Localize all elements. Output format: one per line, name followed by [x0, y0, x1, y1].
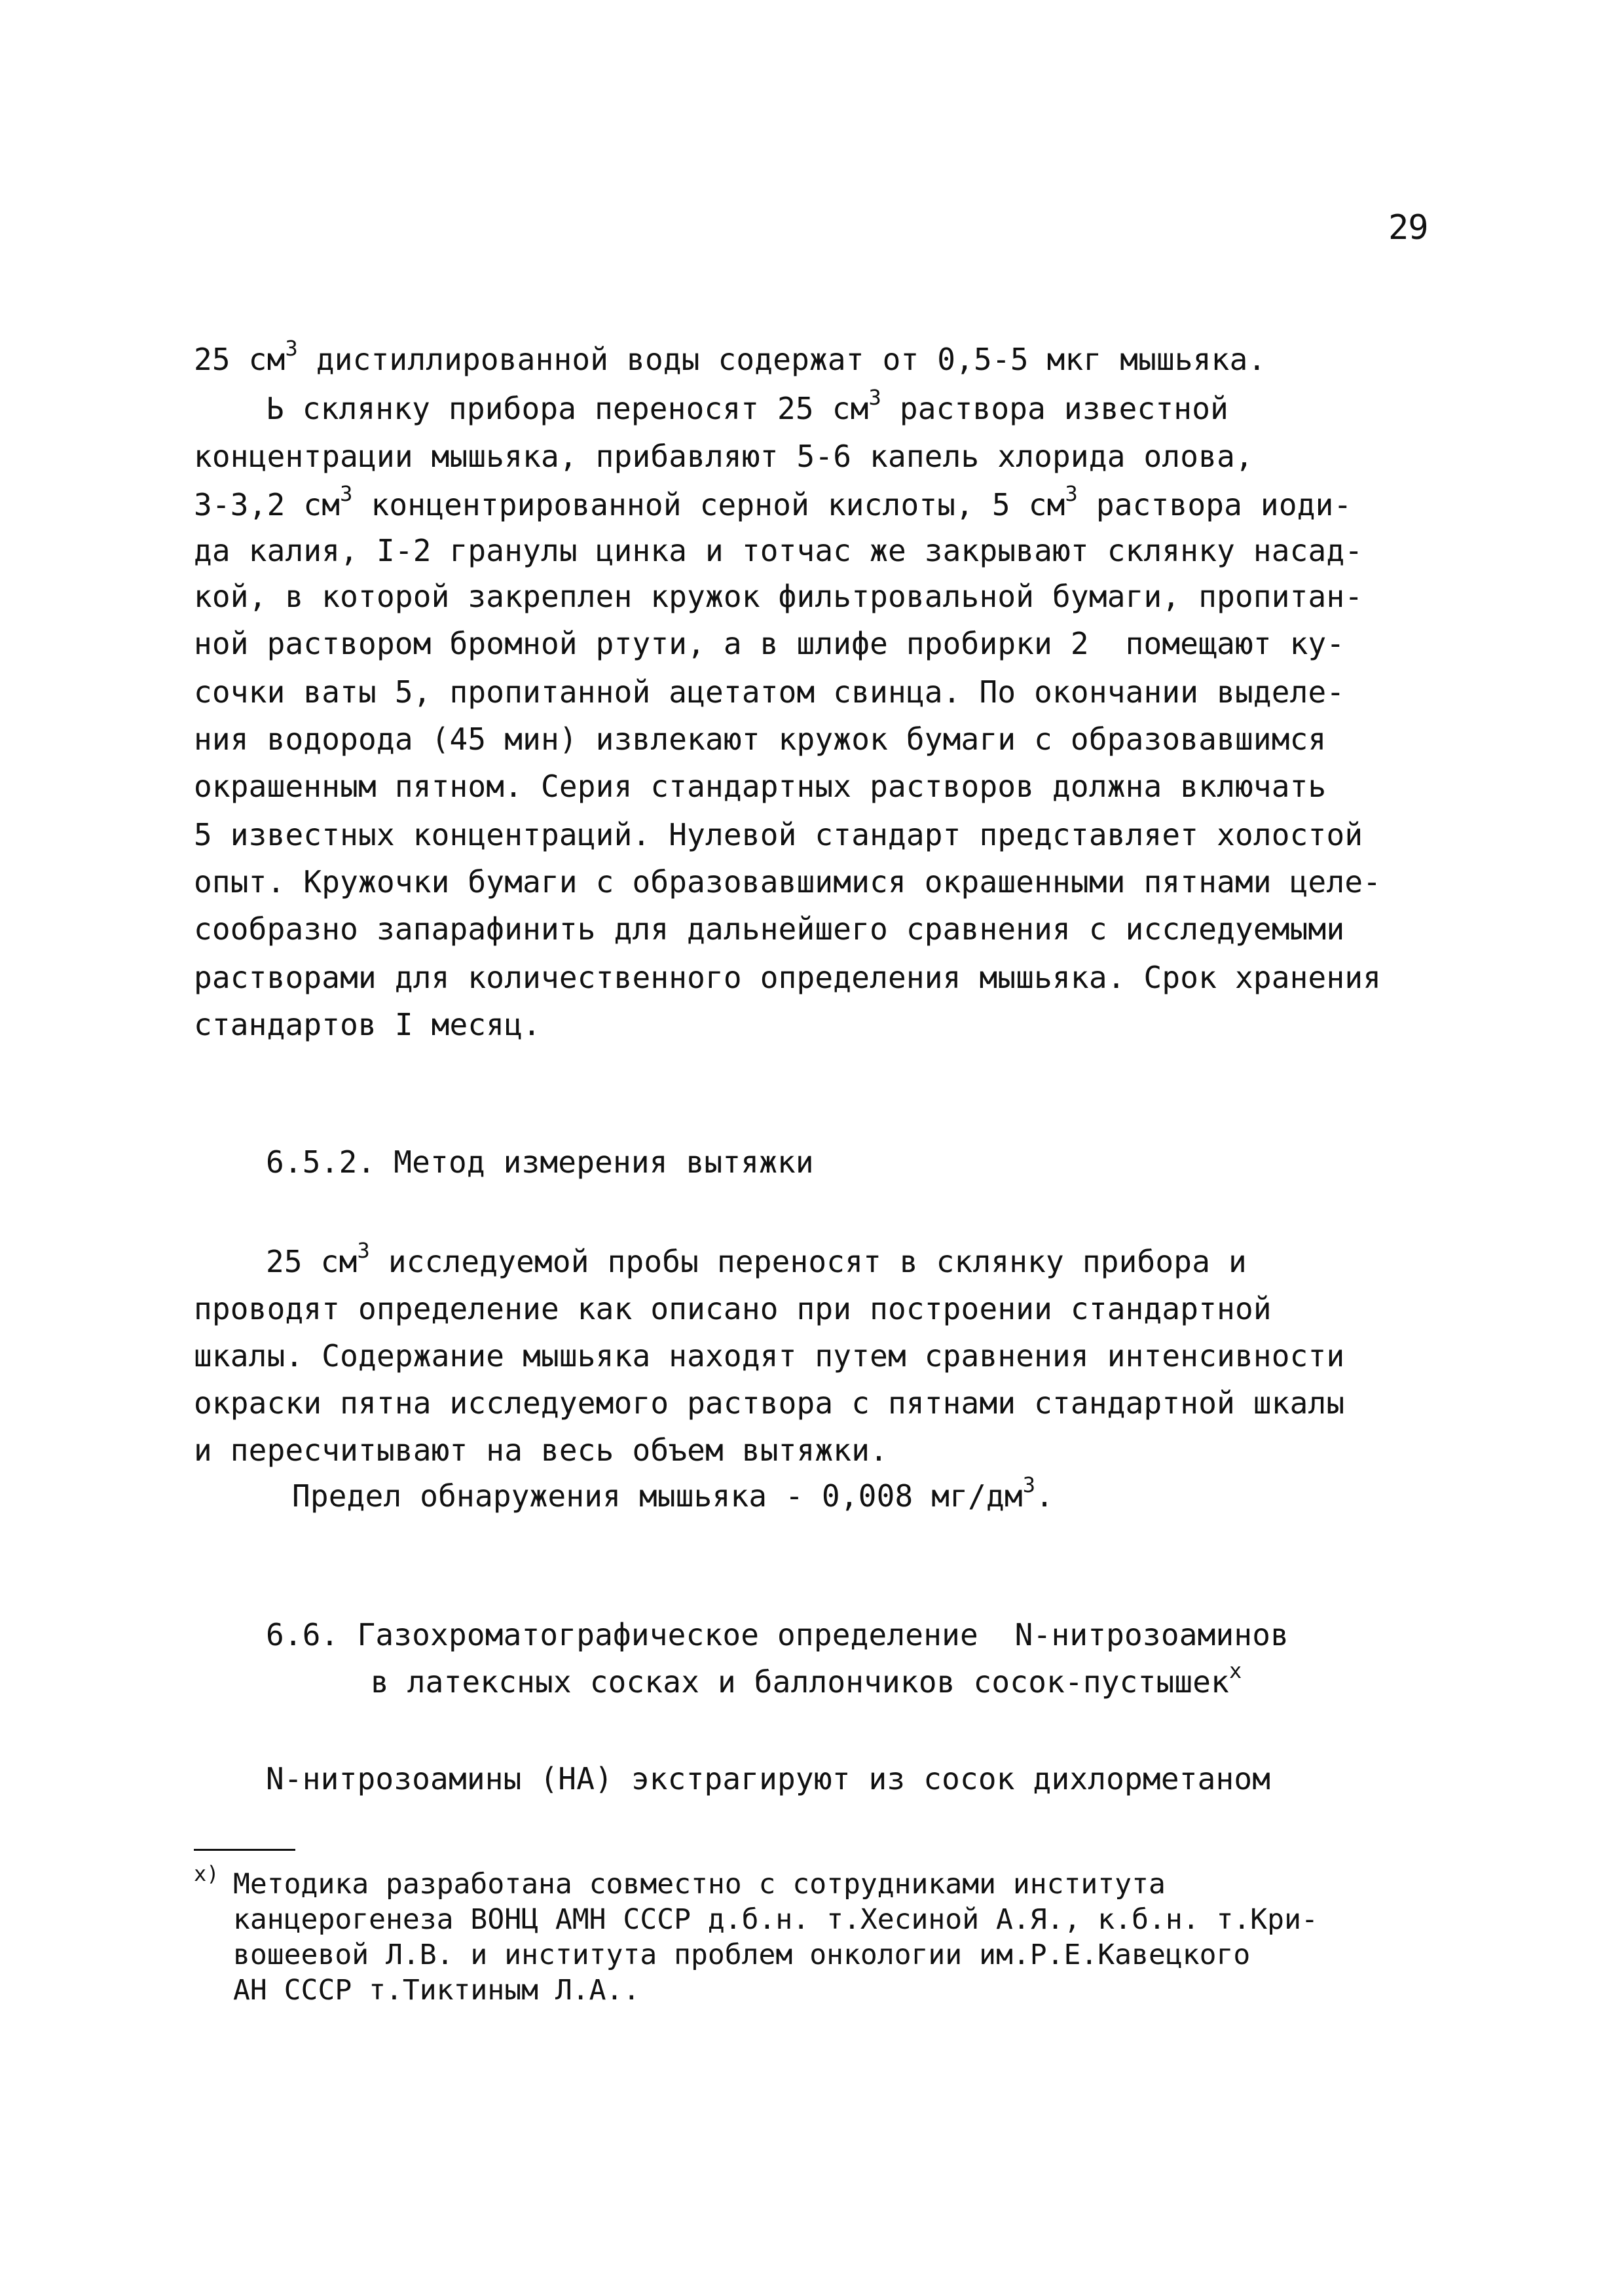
body-line: кой, в которой закреплен кружок фильтровальной бумаги, пропитан-: [194, 579, 1363, 614]
body-line: ной раствором бромной ртути, а в шлифе пробирки 2 помещают ку-: [194, 626, 1345, 661]
detection-limit-line: Предел обнаружения мышьяка - 0,008 $мг/дм^3$.: [292, 1472, 1054, 1514]
section-heading: 6.5.2. Метод измерения вытяжки: [266, 1144, 814, 1180]
body-line: и пересчитывают на весь объем вытяжки.: [194, 1432, 888, 1468]
body-line: 3-3,2 $см^3$ концентрированной серной кислоты, 5 $см^3$ раствора иоди-: [194, 481, 1352, 522]
footnote-line: АН СССР т.Тиктиным Л.А..: [233, 1974, 640, 2007]
body-line: 25 $см^3$ исследуемой пробы переносят в склянку прибора и: [266, 1238, 1247, 1279]
body-line: проводят определение как описано при построении стандартной: [194, 1291, 1272, 1326]
body-line: 25 $см^3$ дистиллированной воды содержат от 0,5-5 мкг мышьяка.: [194, 336, 1266, 377]
body-line: стандартов I месяц.: [194, 1007, 541, 1042]
body-line: растворами для количественного определения мышьяка. Срок хранения: [194, 960, 1382, 995]
body-line: сочки ваты 5, пропитанной ацетатом свинца. По окончании выделе-: [194, 674, 1345, 710]
footnote-line: вошеевой Л.В. и института проблем онкологии им.Р.Е.Кавецкого: [233, 1939, 1251, 1971]
body-line: сообразно запарафинить для дальнейшего сравнения с исследуемыми: [194, 911, 1345, 947]
page-number: 29: [1388, 208, 1428, 247]
body-line: концентрации мышьяка, прибавляют 5-6 капель хлорида олова,: [194, 439, 1253, 474]
footnote-divider: [194, 1849, 295, 1851]
body-line: шкалы. Содержание мышьяка находят путем сравнения интенсивности: [194, 1338, 1345, 1374]
body-line: Ь склянку прибора переносят 25 $см^3$ раствора известной: [266, 385, 1228, 426]
body-line: N-нитрозоамины (НА) экстрагируют из сосок дихлорметаном: [266, 1761, 1271, 1796]
body-line: окраски пятна исследуемого раствора с пятнами стандартной шкалы: [194, 1385, 1345, 1421]
body-line: ния водорода (45 мин) извлекают кружок бумаги с образовавшимся: [194, 721, 1327, 757]
body-line: опыт. Кружочки бумаги с образовавшимися окрашенными пятнами целе-: [194, 864, 1382, 900]
footnote-mark: x): [194, 1861, 219, 1886]
footnote-line: канцерогенеза ВОНЦ АМН СССР д.б.н. т.Хесиной А.Я., к.б.н. т.Кри-: [233, 1903, 1318, 1936]
section-heading: 6.6. Газохроматографическое определение N-нитрозоаминов: [266, 1617, 1289, 1652]
body-line: 5 известных концентраций. Нулевой стандарт представляет холостой: [194, 817, 1363, 852]
body-line: окрашенным пятном. Серия стандартных растворов должна включать: [194, 769, 1327, 804]
footnote-line: Методика разработана совместно с сотрудниками института: [233, 1868, 1166, 1901]
section-heading-continued: в латексных сосках и баллончиков сосок-пустышек$^x$: [371, 1658, 1242, 1700]
body-line: да калия, I-2 гранулы цинка и тотчас же закрывают склянку насад-: [194, 533, 1363, 568]
